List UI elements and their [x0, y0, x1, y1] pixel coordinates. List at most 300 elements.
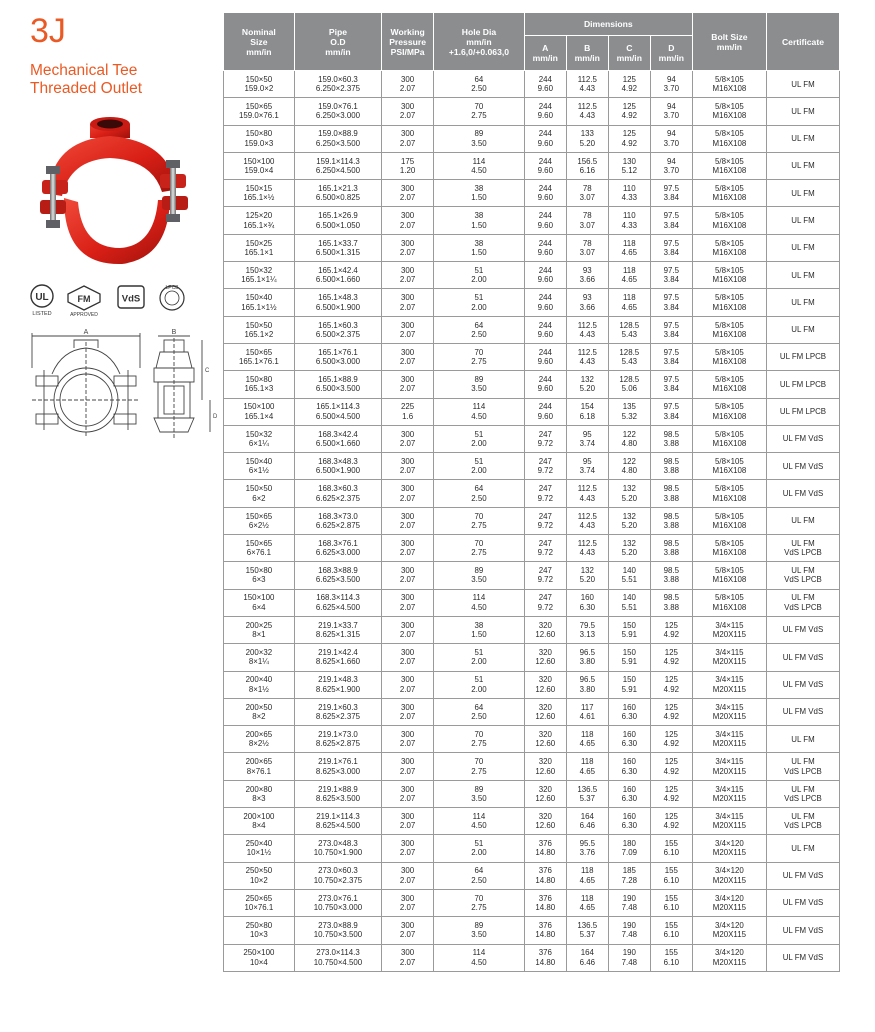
pipe-od-cell-line: 6.500×3.000: [315, 357, 360, 367]
hole-dia-cell-line: 3.50: [471, 930, 487, 940]
dim-b-cell-line: 132: [580, 375, 594, 385]
dim-a-cell-line: 247: [538, 429, 552, 439]
nominal-size-cell-line: 10×2: [249, 875, 268, 885]
pipe-od-cell: [294, 289, 381, 316]
dim-b-cell-line: 118: [580, 729, 594, 739]
dim-a-cell-line: 320: [538, 702, 552, 712]
dim-b-cell-line: 6.46: [579, 821, 595, 831]
pipe-od-cell: [294, 125, 381, 152]
certificate-cell-line: UL FM LPCB: [779, 407, 827, 417]
table-row: [224, 371, 840, 398]
bolt-size-cell-line: 5/8×105: [715, 375, 744, 385]
dim-a-cell: [524, 726, 566, 753]
dim-b-cell-line: 78: [582, 211, 592, 221]
dim-c-cell: [608, 507, 650, 534]
dim-c-cell-line: 130: [622, 156, 636, 166]
dim-d-cell: [650, 152, 692, 179]
lpcb-logo: [160, 285, 184, 310]
pipe-od-cell-line: 6.250×3.000: [315, 111, 360, 121]
front-view: [32, 329, 140, 438]
bolt-size-cell-line: M20X115: [712, 766, 746, 776]
table-row: [224, 535, 840, 562]
nominal-size-cell-line: 165.1×¾: [243, 220, 275, 230]
dim-b-cell-line: 4.65: [579, 766, 595, 776]
dim-c-cell-line: 128.5: [619, 320, 640, 330]
dim-d-cell: [650, 616, 692, 643]
pipe-od-cell: [294, 698, 381, 725]
dim-b-cell: [566, 207, 608, 234]
nominal-size-cell: [224, 343, 295, 370]
dim-b-cell-line: 6.18: [579, 411, 595, 421]
working-pressure-cell: [382, 507, 434, 534]
bolt-size-cell: [692, 944, 766, 971]
header-dim-c: C mm/in: [608, 36, 650, 71]
pipe-od-cell-line: 165.1×114.3: [316, 402, 360, 412]
nominal-size-cell-line: 6×2½: [248, 520, 269, 530]
hole-dia-cell-line: 70: [474, 757, 484, 767]
bolt-size-cell: [692, 753, 766, 780]
hole-dia-cell-line: 114: [472, 811, 486, 821]
dim-b-cell: [566, 125, 608, 152]
dim-d-cell-line: 3.84: [663, 411, 680, 421]
dim-c-cell: [608, 453, 650, 480]
dim-d-cell-line: 97.5: [663, 347, 680, 357]
nominal-size-cell-line: 250×100: [243, 948, 275, 958]
bolt-size-cell-line: M16X108: [712, 466, 747, 476]
bolt-size-cell: [692, 207, 766, 234]
header-nominal-size: Nominal Size mm/in: [224, 13, 295, 71]
dim-a-cell-line: 14.80: [535, 957, 556, 967]
dim-a-cell-line: 9.60: [537, 138, 553, 148]
dim-d-cell-line: 98.5: [663, 538, 680, 548]
nominal-size-cell-line: 165.1×1¼: [241, 275, 277, 285]
certificate-cell-line: UL FM: [791, 215, 815, 225]
certificate-cell-line: VdS LPCB: [784, 793, 822, 803]
dim-d-cell-line: 6.10: [663, 875, 680, 885]
fm-logo-text: FM: [77, 294, 91, 304]
dim-c-cell: [608, 425, 650, 452]
working-pressure-cell-line: 2.07: [399, 602, 416, 612]
dim-d-cell: [650, 562, 692, 589]
certificate-cell-line: UL FM: [791, 297, 815, 307]
bolt-size-cell-line: 5/8×105: [715, 320, 744, 330]
hole-dia-cell-line: 114: [472, 156, 486, 166]
bolt-size-cell: [692, 289, 766, 316]
certificate-cell-line: UL FM: [791, 188, 815, 198]
dim-a-cell: [524, 862, 566, 889]
working-pressure-cell: [382, 207, 434, 234]
dim-c-cell-line: 7.48: [621, 957, 637, 967]
working-pressure-cell: [382, 589, 434, 616]
hole-dia-cell: [434, 862, 525, 889]
header-hole-dia: Hole Dia mm/in +1.6,0/+0.063,0: [434, 13, 525, 71]
dim-c-cell: [608, 480, 650, 507]
hole-dia-cell-line: 2.75: [471, 739, 487, 749]
pipe-od-cell-line: 165.1×48.3: [318, 293, 358, 303]
bolt-size-cell-line: 5/8×105: [715, 293, 744, 303]
dim-b-cell-line: 78: [582, 238, 592, 248]
hole-dia-cell: [434, 889, 525, 916]
dim-b-cell: [566, 671, 608, 698]
nominal-size-cell-line: 200×80: [245, 784, 273, 794]
dim-a-cell: [524, 944, 566, 971]
bolt-size-cell: [692, 480, 766, 507]
bolt-size-cell: [692, 398, 766, 425]
working-pressure-cell: [382, 71, 434, 98]
dim-b-cell-line: 5.37: [579, 793, 595, 803]
hole-dia-cell-line: 64: [474, 484, 484, 494]
pipe-od-cell-line: 6.250×3.500: [315, 138, 360, 148]
hole-dia-cell-line: 64: [474, 74, 484, 84]
mechanical-tee-photo: [28, 116, 198, 276]
bolt-size-cell: [692, 125, 766, 152]
certificate-cell: [766, 234, 839, 261]
dim-a-cell: [524, 453, 566, 480]
dim-c-cell: [608, 71, 650, 98]
product-name: [30, 62, 220, 98]
dim-b-cell: [566, 835, 608, 862]
working-pressure-cell-line: 2.07: [399, 466, 416, 476]
pipe-od-cell-line: 10.750×3.500: [313, 930, 363, 940]
dim-b-cell-line: 112.5: [577, 102, 597, 112]
dim-c-cell: [608, 262, 650, 289]
dim-b-cell-line: 118: [580, 893, 594, 903]
dim-c-cell: [608, 862, 650, 889]
pipe-od-cell-line: 273.0×48.3: [318, 839, 358, 849]
dim-d-cell-line: 98.5: [663, 484, 680, 494]
dim-b-cell-line: 154: [580, 402, 594, 412]
dim-c-cell-line: 4.65: [621, 302, 637, 312]
dim-c-cell-line: 160: [622, 729, 636, 739]
dim-a-cell-line: 320: [538, 729, 552, 739]
certificate-cell: [766, 71, 839, 98]
working-pressure-cell-line: 2.07: [399, 357, 416, 367]
table-row: [224, 98, 840, 125]
working-pressure-cell: [382, 753, 434, 780]
bolt-size-cell-line: M20X115: [712, 684, 746, 694]
dim-c-cell-line: 5.32: [621, 411, 637, 421]
dim-c-cell-line: 5.12: [621, 166, 637, 176]
certificate-cell-line: UL FM VdS: [782, 488, 824, 498]
header-working-pressure: Working Pressure PSI/MPa: [382, 13, 434, 71]
dim-b-cell-line: 117: [580, 702, 594, 712]
dim-d-cell: [650, 780, 692, 807]
nominal-size-cell: [224, 835, 295, 862]
dim-d-cell-line: 6.10: [663, 957, 680, 967]
pipe-od-cell-line: 273.0×114.3: [316, 948, 360, 958]
dim-a-cell: [524, 125, 566, 152]
bolt-size-cell-line: M16X108: [712, 439, 747, 448]
pipe-od-cell-line: 6.625×3.000: [315, 548, 360, 558]
dim-d-cell: [650, 753, 692, 780]
dim-a-cell-line: 244: [538, 238, 552, 248]
working-pressure-cell-line: 1.6: [402, 411, 414, 421]
hole-dia-cell: [434, 125, 525, 152]
hole-dia-cell-line: 2.00: [471, 466, 487, 476]
hole-dia-cell: [434, 398, 525, 425]
dim-b-cell: [566, 425, 608, 452]
working-pressure-cell: [382, 453, 434, 480]
dim-c-cell-line: 5.06: [621, 384, 637, 394]
bolt-size-cell-line: M16X108: [712, 329, 747, 339]
hole-dia-cell: [434, 644, 525, 671]
dim-d-cell-line: 3.70: [663, 138, 680, 148]
dim-b-cell: [566, 917, 608, 944]
bolt-size-cell: [692, 562, 766, 589]
dim-d-cell-line: 3.84: [663, 247, 680, 257]
bolt-size-cell-line: M16X108: [712, 166, 747, 176]
hole-dia-cell-line: 2.75: [471, 357, 487, 367]
dim-a-cell-line: 12.60: [535, 630, 556, 640]
dim-a-cell-line: 244: [538, 74, 552, 84]
dim-a-cell-line: 244: [538, 402, 552, 412]
dim-b-cell-line: 3.74: [579, 466, 595, 476]
bolt-size-cell-line: M20X115: [712, 957, 746, 967]
dim-d-cell: [650, 835, 692, 862]
dim-c-cell-line: 7.48: [621, 903, 637, 913]
dim-a-cell-line: 9.60: [537, 384, 553, 394]
pipe-od-cell: [294, 753, 381, 780]
dim-d-cell: [650, 808, 692, 835]
dim-d-cell-line: 98.5: [663, 429, 680, 439]
dim-a-cell-line: 9.72: [537, 493, 553, 503]
dim-c-cell-line: 132: [622, 484, 636, 494]
dim-a-cell: [524, 589, 566, 616]
certificate-cell: [766, 889, 839, 916]
dim-c-cell-line: 185: [622, 866, 636, 876]
pipe-od-cell-line: 6.625×4.500: [315, 602, 360, 612]
working-pressure-cell: [382, 398, 434, 425]
bolt-size-cell: [692, 98, 766, 125]
dim-b-cell-line: 4.43: [579, 520, 595, 530]
dim-c-cell-line: 5.43: [621, 329, 637, 339]
hole-dia-cell: [434, 726, 525, 753]
dim-a-cell-line: 244: [538, 375, 552, 385]
working-pressure-cell-line: 300: [401, 784, 415, 794]
dim-d-cell: [650, 589, 692, 616]
nominal-size-cell-line: 8×1: [252, 630, 266, 640]
table-row: [224, 671, 840, 698]
working-pressure-cell-line: 300: [401, 184, 415, 194]
dim-c-cell-line: 4.33: [621, 193, 637, 203]
working-pressure-cell-line: 300: [401, 948, 415, 958]
bolt-size-cell-line: M16X108: [712, 520, 747, 530]
nominal-size-cell-line: 150×65: [245, 538, 273, 548]
dim-d-cell-line: 94: [666, 129, 676, 139]
bolt-size-cell-line: 5/8×105: [715, 457, 744, 466]
hole-dia-cell-line: 2.00: [471, 684, 487, 694]
hole-dia-cell-line: 2.75: [471, 548, 487, 558]
dim-d-cell-line: 4.92: [663, 739, 680, 749]
bolt-size-cell: [692, 862, 766, 889]
hole-dia-cell-line: 4.50: [471, 411, 487, 421]
pipe-od-cell-line: 8.625×2.875: [315, 739, 360, 749]
working-pressure-cell-line: 2.07: [399, 766, 416, 776]
bolt-size-cell: [692, 917, 766, 944]
hole-dia-cell-line: 89: [474, 784, 484, 794]
working-pressure-cell-line: 300: [401, 593, 415, 603]
dim-a-cell-line: 9.60: [537, 411, 553, 421]
table-row: [224, 808, 840, 835]
bolt-size-cell-line: M16X108: [712, 411, 747, 421]
dim-d-cell-line: 3.84: [663, 220, 680, 230]
bolt-size-cell-line: M16X108: [712, 302, 747, 312]
bolt-size-cell-line: M16X108: [712, 384, 747, 394]
dim-b-cell-line: 112.5: [577, 484, 597, 494]
dim-a-cell: [524, 234, 566, 261]
dim-a-cell-line: 9.60: [537, 111, 553, 121]
working-pressure-cell-line: 2.07: [399, 520, 416, 530]
hole-dia-cell: [434, 671, 525, 698]
pipe-od-cell-line: 6.500×1.660: [315, 275, 360, 285]
pipe-od-cell-line: 8.625×1.315: [315, 630, 360, 640]
dim-d-cell-line: 155: [664, 893, 678, 903]
product-name-line1: Mechanical Tee: [30, 62, 138, 79]
dim-c-cell-line: 132: [622, 538, 636, 548]
dim-b-cell-line: 3.66: [579, 302, 595, 312]
nominal-size-cell-line: 165.1×2: [244, 329, 274, 339]
certificate-cell: [766, 125, 839, 152]
dim-c-cell-line: 150: [622, 620, 636, 630]
hole-dia-cell-line: 3.50: [471, 384, 487, 394]
dim-d-cell-line: 3.88: [663, 548, 680, 558]
pipe-od-cell-line: 6.500×1.315: [315, 247, 360, 257]
working-pressure-cell-line: 300: [401, 375, 415, 385]
bolt-size-cell-line: 5/8×105: [715, 102, 744, 112]
dim-b-cell-line: 6.46: [579, 957, 595, 967]
pipe-od-cell-line: 219.1×33.7: [318, 620, 358, 630]
dim-c-cell-line: 4.65: [621, 275, 637, 285]
dim-a-cell: [524, 289, 566, 316]
nominal-size-cell-line: 165.1×1½: [241, 302, 277, 312]
dim-d-cell: [650, 698, 692, 725]
dim-b-cell-line: 93: [582, 265, 592, 275]
dim-c-cell-line: 125: [622, 102, 636, 112]
bolt-size-cell-line: 3/4×115: [715, 784, 744, 794]
working-pressure-cell-line: 2.07: [399, 875, 416, 885]
dim-d-cell-line: 98.5: [663, 457, 680, 466]
nominal-size-cell: [224, 808, 295, 835]
hole-dia-cell: [434, 316, 525, 343]
bolt-size-cell: [692, 262, 766, 289]
dim-b-cell-line: 3.80: [579, 684, 595, 694]
dim-c-cell-line: 6.30: [621, 766, 637, 776]
working-pressure-cell-line: 2.07: [399, 193, 416, 203]
vds-logo-text: VdS: [121, 293, 141, 305]
working-pressure-cell-line: 300: [401, 457, 415, 466]
dim-b-cell-line: 3.07: [579, 220, 595, 230]
bolt-size-cell-line: 3/4×115: [715, 729, 744, 739]
dim-b-cell-line: 164: [580, 811, 594, 821]
dim-a-cell: [524, 371, 566, 398]
dim-c-cell-line: 140: [622, 566, 636, 576]
dimension-b-label: B: [171, 329, 177, 336]
dim-c-cell-line: 5.20: [621, 520, 637, 530]
pipe-od-cell: [294, 316, 381, 343]
dim-a-cell-line: 247: [538, 566, 552, 576]
hole-dia-cell: [434, 917, 525, 944]
nominal-size-cell: [224, 616, 295, 643]
certificate-cell-line: UL FM VdS: [782, 680, 824, 690]
nominal-size-cell-line: 8×2: [252, 711, 266, 721]
working-pressure-cell-line: 300: [401, 620, 415, 630]
nominal-size-cell: [224, 180, 295, 207]
dim-a-cell-line: 244: [538, 293, 552, 303]
dim-a-cell-line: 244: [538, 211, 552, 221]
table-row: [224, 234, 840, 261]
specification-table-body: [224, 71, 840, 972]
pipe-od-cell-line: 6.250×4.500: [315, 166, 360, 176]
nominal-size-cell: [224, 507, 295, 534]
working-pressure-cell: [382, 371, 434, 398]
table-row: [224, 835, 840, 862]
dim-d-cell-line: 4.92: [663, 793, 680, 803]
dim-c-cell: [608, 944, 650, 971]
nominal-size-cell-line: 165.1×3: [244, 384, 274, 394]
dim-c-cell-line: 125: [622, 129, 636, 139]
bolt-size-cell-line: 5/8×105: [715, 347, 744, 357]
dim-a-cell-line: 320: [538, 620, 552, 630]
working-pressure-cell-line: 300: [401, 511, 415, 521]
dim-c-cell-line: 5.51: [621, 602, 637, 612]
working-pressure-cell-line: 2.07: [399, 903, 416, 913]
dim-c-cell: [608, 207, 650, 234]
pipe-od-cell-line: 168.3×42.4: [318, 429, 358, 439]
dim-c-cell-line: 4.65: [621, 247, 637, 257]
dim-c-cell: [608, 780, 650, 807]
working-pressure-cell-line: 300: [401, 566, 415, 576]
working-pressure-cell: [382, 343, 434, 370]
dim-b-cell-line: 136.5: [577, 784, 598, 794]
pipe-od-cell-line: 6.500×0.825: [315, 193, 360, 203]
pipe-od-cell: [294, 207, 381, 234]
certificate-cell-line: VdS LPCB: [784, 548, 822, 558]
hole-dia-cell: [434, 753, 525, 780]
dim-d-cell: [650, 262, 692, 289]
pipe-od-cell-line: 159.1×114.3: [316, 156, 360, 166]
pipe-od-cell: [294, 917, 381, 944]
pipe-od-cell-line: 6.500×1.900: [315, 302, 360, 312]
pipe-od-cell-line: 273.0×88.9: [318, 921, 358, 931]
dim-d-cell: [650, 917, 692, 944]
working-pressure-cell-line: 2.07: [399, 493, 416, 503]
pipe-od-cell-line: 6.500×1.900: [315, 466, 360, 476]
dim-a-cell-line: 244: [538, 129, 552, 139]
dim-c-cell: [608, 589, 650, 616]
bolt-size-cell: [692, 589, 766, 616]
pipe-od-cell-line: 6.500×4.500: [315, 411, 360, 421]
dim-b-cell-line: 112.5: [577, 320, 597, 330]
bolt-size-cell-line: 5/8×105: [715, 184, 744, 194]
bolt-size-cell-line: 5/8×105: [715, 265, 744, 275]
bolt-size-cell-line: 3/4×115: [715, 675, 744, 685]
dim-a-cell-line: 320: [538, 648, 552, 658]
dim-b-cell-line: 95: [582, 429, 592, 439]
hole-dia-cell: [434, 480, 525, 507]
dim-a-cell: [524, 507, 566, 534]
working-pressure-cell-line: 300: [401, 866, 415, 876]
bolt-size-cell-line: 3/4×120: [715, 839, 744, 849]
dim-a-cell-line: 9.72: [537, 602, 553, 612]
dim-c-cell-line: 5.43: [621, 357, 637, 367]
certificate-cell-line: VdS LPCB: [784, 766, 822, 776]
dim-d-cell: [650, 234, 692, 261]
bolt-size-cell-line: 3/4×115: [715, 757, 744, 767]
hole-dia-cell: [434, 616, 525, 643]
dim-d-cell: [650, 535, 692, 562]
bolt-size-cell-line: M20X115: [712, 875, 746, 885]
bolt-size-cell-line: M16X108: [712, 247, 747, 257]
